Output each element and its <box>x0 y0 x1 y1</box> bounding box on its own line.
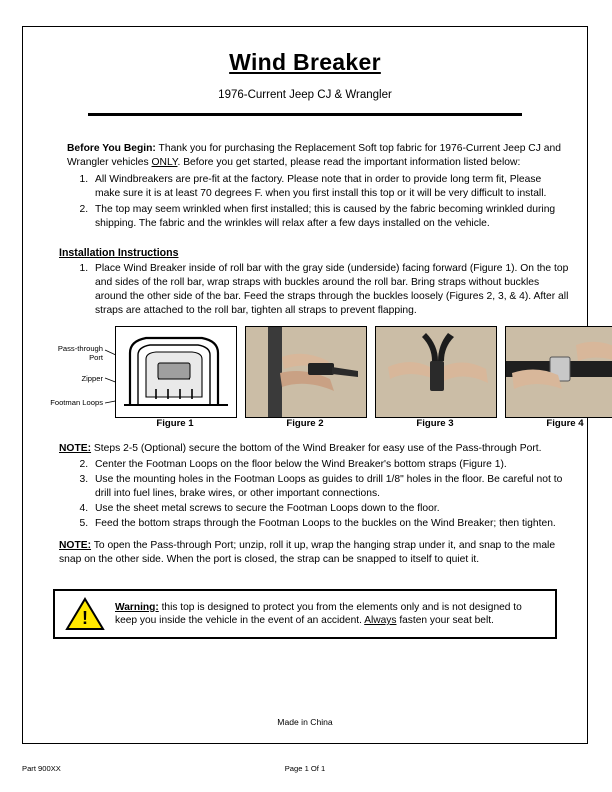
only-emphasis: ONLY <box>151 157 178 168</box>
installation-heading: Installation Instructions <box>59 247 179 259</box>
page-subtitle: 1976-Current Jeep CJ & Wrangler <box>218 89 392 101</box>
list-item: 4. Use the sheet metal screws to secure the Footman Loops down to the floor. <box>91 502 569 516</box>
list-item: 2. The top may seem wrinkled when first installed; this is caused by the fabric becoming wrinkled during shipping. The fabric and the wrinkles will relax after a few days installed on the vehicle. <box>91 203 569 231</box>
figure-3-caption: Figure 3 <box>416 418 454 429</box>
footer-page-number: Page 1 Of 1 <box>284 764 326 773</box>
before-you-begin-label: Before You Begin: <box>67 143 156 154</box>
list-item: 5. Feed the bottom straps through the Footman Loops to the buckles on the Wind Breaker; then tighten. <box>91 517 569 531</box>
intro-list <box>41 173 569 231</box>
label-zipper: Zipper <box>81 374 103 383</box>
footer-right <box>401 764 588 773</box>
photo-strap-buckle-icon <box>506 327 612 417</box>
note-1-text: Steps 2-5 (Optional) secure the bottom of the Wind Breaker for easy use of the Pass-through Port. <box>91 443 542 454</box>
installation-step-1-list <box>41 262 569 318</box>
photo-hands-loop-icon <box>376 327 496 417</box>
label-leader-lines <box>45 326 119 418</box>
footer-part-number: Part 900XX <box>22 764 61 773</box>
figure-1-caption: Figure 1 <box>156 418 194 429</box>
title-divider <box>88 113 522 116</box>
figure-4-caption: Figure 4 <box>546 418 584 429</box>
page-title: Wind Breaker <box>229 49 381 75</box>
note-2 <box>41 539 569 567</box>
note-1 <box>41 442 569 456</box>
list-item: 1. Place Wind Breaker inside of roll bar with the gray side (underside) facing forward (Figure 1). On the top and sides of the roll bar, wrap straps with buckles around the roll bar. Bring straps without buckles around the other side of the bar. Feed the straps through the buckles loosely (Figures 2, 3, & 4). After all straps are attached to the roll bar, tighten all straps to prevent flapping. <box>91 262 569 318</box>
list-item: 1. All Windbreakers are pre-fit at the factory. Please note that in order to provide long term fit, Please make sure it is at least 70 degrees F. when you first install this top or it will be very difficult to install. <box>91 173 569 201</box>
wind-breaker-diagram <box>116 327 236 417</box>
before-you-begin-text-2: . Before you get started, please read the important information listed below: <box>177 157 521 168</box>
figure-4-photo <box>505 326 612 418</box>
list-item: 3. Use the mounting holes in the Footman Loops as guides to drill 1/8" holes in the floor. Be careful not to drill into fuel lines, brake wires, or other important connections. <box>91 473 569 501</box>
warning-triangle-icon <box>65 597 105 631</box>
figure-row <box>41 326 584 434</box>
warning-text-block <box>105 601 555 628</box>
figure-2-caption: Figure 2 <box>286 418 324 429</box>
warning-always-emphasis: Always <box>364 615 397 626</box>
installation-steps-rest <box>41 458 569 531</box>
note-2-label: NOTE: <box>59 540 92 551</box>
list-item: 2. Center the Footman Loops on the floor below the Wind Breaker's bottom straps (Figure 1). <box>91 458 569 472</box>
warning-label: Warning: <box>115 601 159 613</box>
svg-text:!: ! <box>82 608 88 628</box>
warning-box <box>53 589 557 639</box>
figure-2-photo <box>245 326 367 418</box>
note-2-text: To open the Pass-through Port; unzip, roll it up, wrap the hanging strap under it, and snap to the male snap on the other side. When the port is closed, the strap can be snapped to itself to quiet it. <box>59 540 556 565</box>
figure-1-diagram <box>115 326 237 418</box>
note-1-label: NOTE: <box>59 443 92 454</box>
photo-hands-strap-icon <box>246 327 366 417</box>
label-footman-loops: Footman Loops <box>50 398 103 407</box>
instruction-sheet <box>22 26 588 744</box>
made-in-note: Made in China <box>277 717 333 727</box>
before-you-begin-paragraph <box>41 142 569 170</box>
warning-text: this top is designed to protect you from the elements only and is not designed to keep you inside the vehicle in the event of an accident. <box>115 601 522 626</box>
label-pass-through-port: Pass-through Port <box>57 344 103 362</box>
before-you-begin-text: Thank you for purchasing the Replacement Soft top fabric for 1976-Current Jeep CJ and Wrangler vehicles <box>67 143 561 168</box>
warning-text-2: fasten your seat belt. <box>396 615 494 626</box>
figure-3-photo <box>375 326 497 418</box>
page-footer <box>22 764 588 773</box>
